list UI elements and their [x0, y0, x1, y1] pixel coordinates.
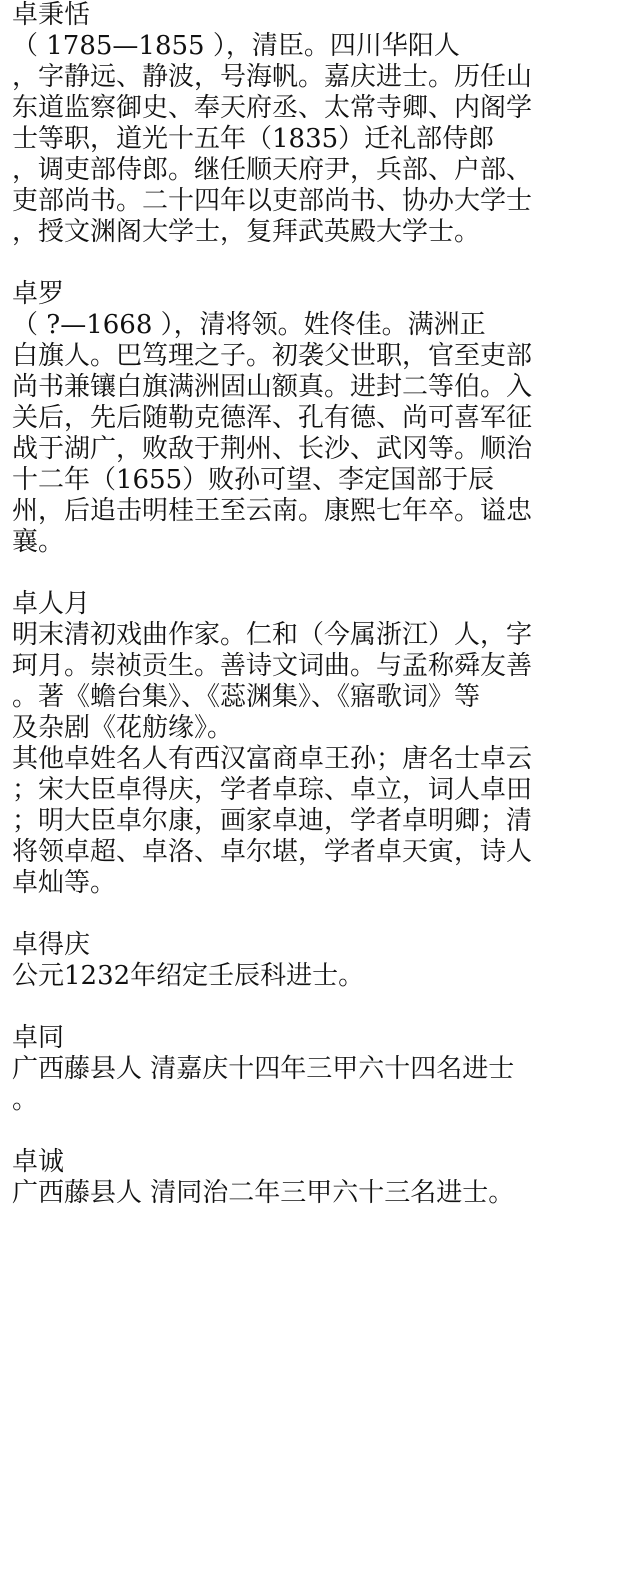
- text-line: 公元1232年绍定壬辰科进士。: [12, 961, 365, 991]
- text-line: ；明大臣卓尔康，画家卓迪，学者卓明卿；清: [12, 806, 533, 836]
- text-line: 战于湖广，败敌于荆州、长沙、武冈等。顺治: [12, 434, 533, 464]
- text-line: 州，后追击明桂王至云南。康熙七年卒。谥忠: [12, 496, 533, 526]
- entry-title: 卓诚: [12, 1147, 65, 1177]
- entry-title: 卓得庆: [12, 930, 91, 960]
- text-line: 。: [12, 1085, 39, 1115]
- text-line: （ 1785—1855 ），清臣。四川华阳人: [12, 31, 460, 61]
- text-line: 其他卓姓名人有西汉富商卓王孙；唐名士卓云: [12, 744, 533, 774]
- text-line: ，字静远、静波，号海帆。嘉庆进士。历任山: [12, 62, 533, 92]
- spacer: [12, 248, 632, 279]
- entry-title: 卓秉恬: [12, 0, 91, 30]
- entry-title: 卓同: [12, 1023, 65, 1053]
- text-line: 广西藤县人 清嘉庆十四年三甲六十四名进士: [12, 1054, 515, 1084]
- text-line: 尚书兼镶白旗满洲固山额真。进封二等伯。入: [12, 372, 533, 402]
- text-line: 白旗人。巴笃理之子。初袭父世职，官至吏部: [12, 341, 533, 371]
- entry-title: 卓人月: [12, 589, 91, 619]
- text-line: 明末清初戏曲作家。仁和（今属浙江）人，字: [12, 620, 533, 650]
- spacer: [12, 899, 632, 930]
- text-line: 吏部尚书。二十四年以吏部尚书、协办大学士: [12, 186, 533, 216]
- text-line: ，调吏部侍郎。继任顺天府尹，兵部、户部、: [12, 155, 533, 185]
- text-line: ，授文渊阁大学士，复拜武英殿大学士。: [12, 217, 481, 247]
- text-line: 关后，先后随勒克德浑、孔有德、尚可喜军征: [12, 403, 533, 433]
- text-line: （ ?—1668 ），清将领。姓佟佳。满洲正: [12, 310, 486, 340]
- text-line: 士等职，道光十五年（1835）迁礼部侍郎: [12, 124, 495, 154]
- document-body: [12, 0, 632, 1209]
- text-line: 广西藤县人 清同治二年三甲六十三名进士。: [12, 1178, 515, 1208]
- text-line: ；宋大臣卓得庆，学者卓琮、卓立，词人卓田: [12, 775, 533, 805]
- entry-title: 卓罗: [12, 279, 65, 309]
- text-line: 将领卓超、卓洛、卓尔堪，学者卓天寅，诗人: [12, 837, 533, 867]
- text-line: 。著《蟾台集》、《蕊渊集》、《寤歌词》等: [12, 682, 481, 712]
- text-line: 珂月。崇祯贡生。善诗文词曲。与孟称舜友善: [12, 651, 533, 681]
- text-line: 襄。: [12, 527, 65, 557]
- spacer: [12, 1116, 632, 1147]
- spacer: [12, 558, 632, 589]
- text-line: 及杂剧《花舫缘》。: [12, 713, 234, 743]
- text-line: 十二年（1655）败孙可望、李定国部于辰: [12, 465, 495, 495]
- text-line: 卓灿等。: [12, 868, 117, 898]
- spacer: [12, 992, 632, 1023]
- text-line: 东道监察御史、奉天府丞、太常寺卿、内阁学: [12, 93, 533, 123]
